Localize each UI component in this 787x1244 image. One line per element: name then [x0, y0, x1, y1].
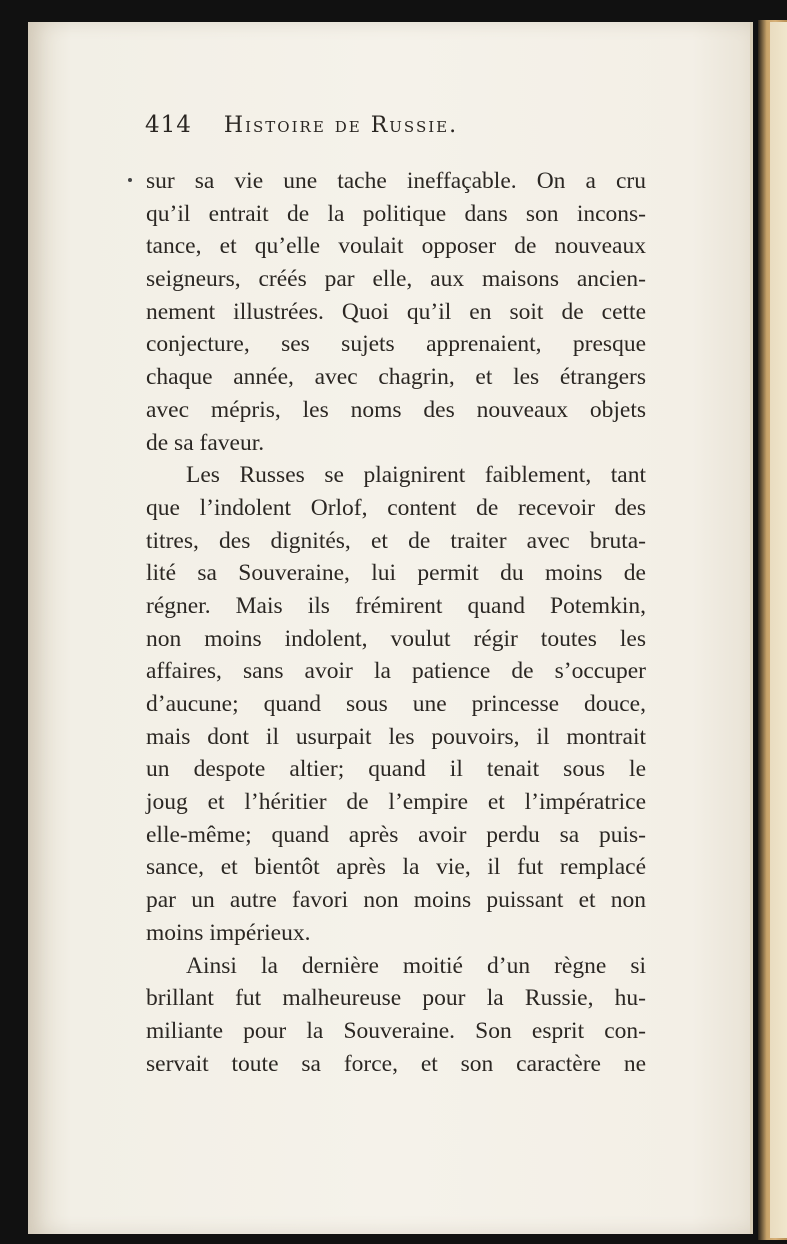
text-line: nement illustrées. Quoi qu’il en soit de cette [146, 298, 646, 325]
next-page-paper [770, 22, 787, 1238]
text-line: mais dont il usurpait les pouvoirs, il montrait [146, 723, 646, 750]
text-line: de sa faveur. [146, 429, 265, 456]
text-line: servait toute sa force, et son caractère ne [146, 1050, 646, 1077]
text-line: miliante pour la Souveraine. Son esprit con- [146, 1017, 646, 1044]
text-line: d’aucune; quand sous une princesse douce, [146, 691, 646, 717]
text-line: conjecture, ses sujets apprenaient, presque [146, 331, 646, 358]
text-line: lité sa Souveraine, lui permit du moins de [146, 560, 646, 587]
running-header [145, 112, 645, 138]
text-line: tance, et qu’elle voulait opposer de nouveaux [146, 233, 646, 260]
text-line: régner. Mais ils frémirent quand Potemkin, [146, 592, 646, 619]
text-line: par un autre favori non moins puissant et non [146, 887, 646, 914]
page-number: 414 [145, 112, 192, 138]
text-line: avec mépris, les noms des nouveaux objets [146, 396, 646, 423]
text-line: chaque année, avec chagrin, et les étrangers [146, 364, 646, 391]
body-text [146, 165, 646, 1080]
text-line: brillant fut malheureuse pour la Russie, hu- [146, 985, 646, 1012]
text-line: Ainsi la dernière moitié d’un règne si [186, 952, 646, 979]
text-line: non moins indolent, voulut régir toutes les [146, 625, 646, 652]
text-line: titres, des dignités, et de traiter avec bruta- [146, 527, 646, 554]
text-line: affaires, sans avoir la patience de s’occuper [146, 658, 646, 685]
text-line: moins impérieux. [146, 919, 311, 946]
text-line: elle-même; quand après avoir perdu sa puis- [146, 821, 646, 848]
text-line: un despote altier; quand il tenait sous le [146, 756, 646, 783]
text-line: que l’indolent Orlof, content de recevoir des [146, 494, 646, 521]
text-line: sance, et bientôt après la vie, il fut remplacé [146, 854, 646, 881]
text-line: sur sa vie une tache ineffaçable. On a cru [146, 168, 646, 194]
text-line: qu’il entrait de la politique dans son incons- [146, 200, 646, 227]
text-line: seigneurs, créés par elle, aux maisons ancien- [146, 266, 646, 293]
text-line: Les Russes se plaignirent faiblement, tant [186, 462, 646, 489]
text-line: joug et l’héritier de l’empire et l’impératrice [146, 789, 646, 816]
running-title: Histoire de Russie. [223, 113, 459, 138]
margin-mark [128, 178, 132, 182]
